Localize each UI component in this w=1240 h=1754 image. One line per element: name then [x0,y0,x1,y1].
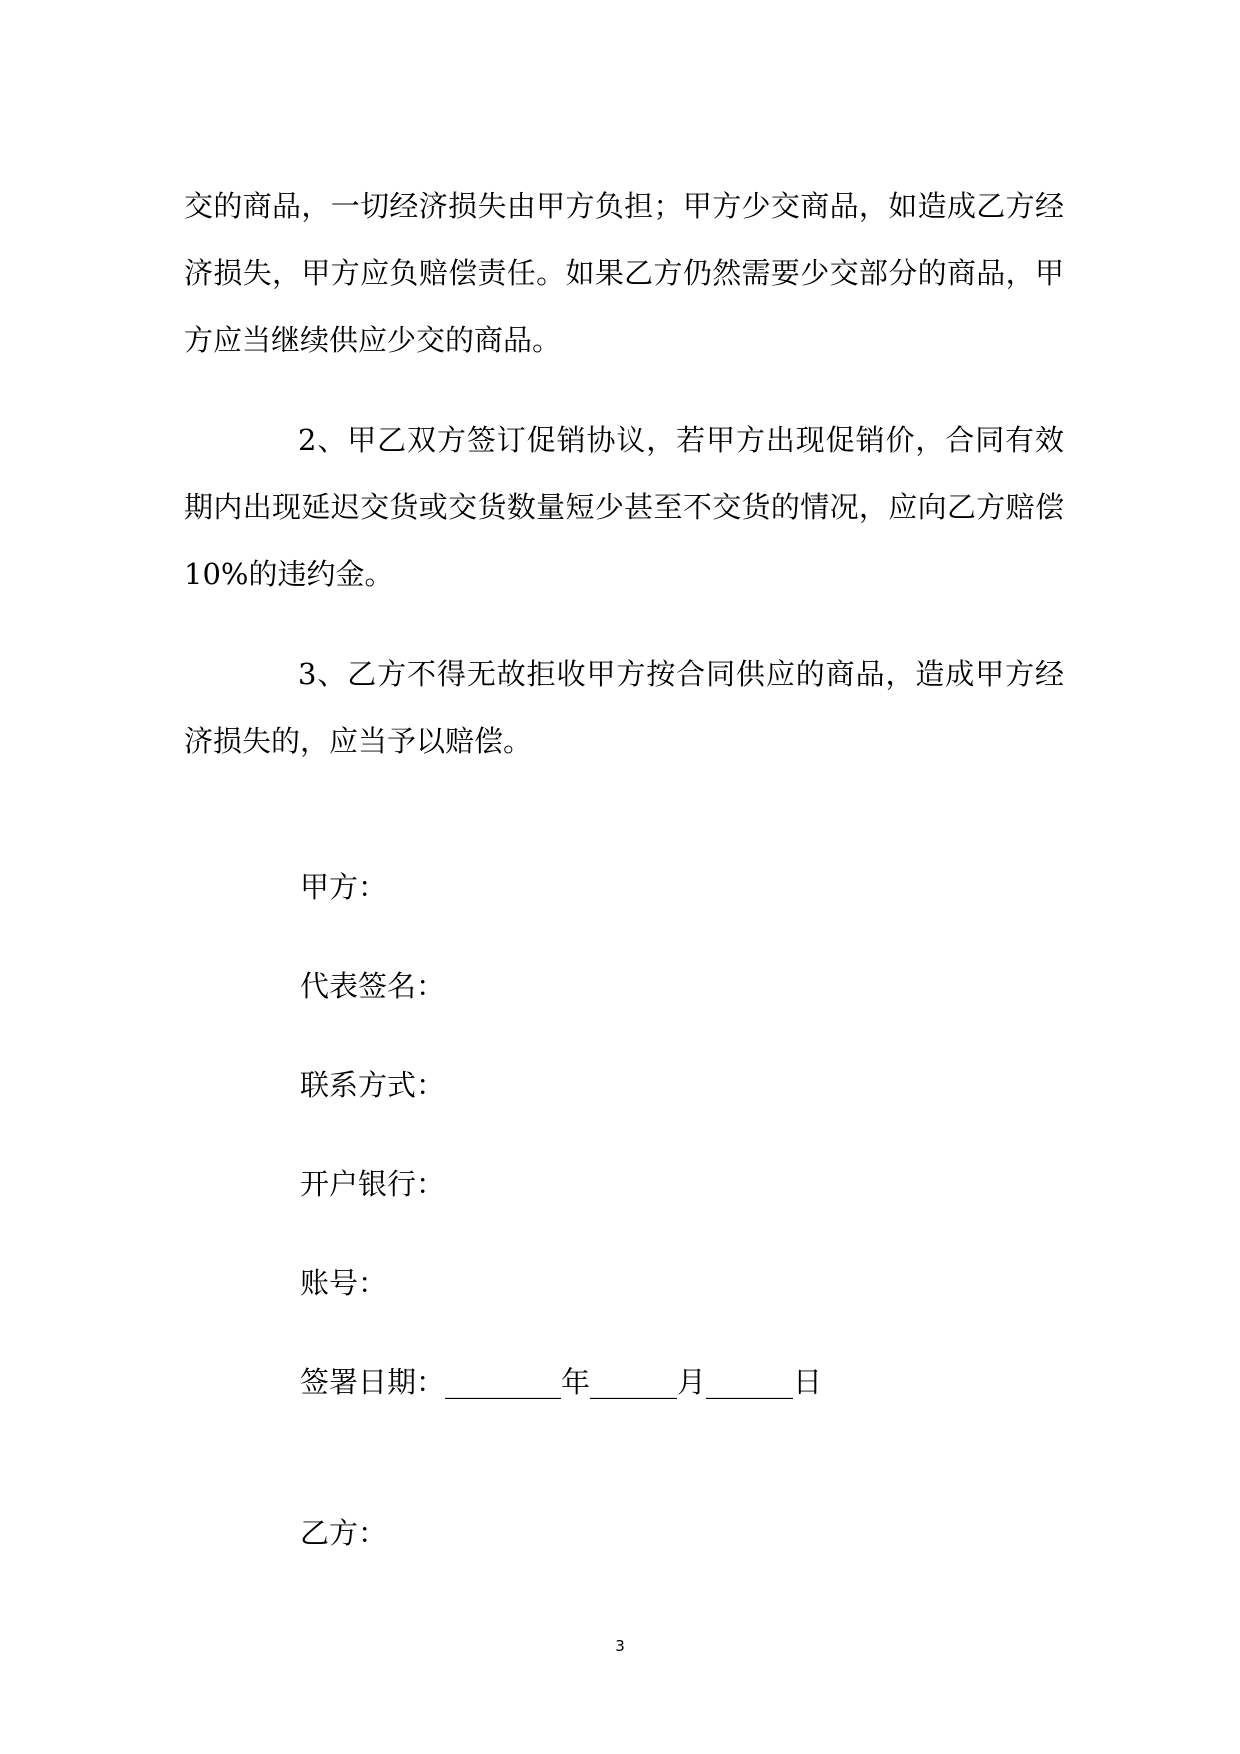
clause-2-paragraph: 2、甲乙双方签订促销协议，若甲方出现促销价，合同有效期内出现延迟交货或交货数量短少甚至不交货的情况，应向乙方赔偿10%的违约金。 [184,423,1064,591]
account-label: 账号： [300,1266,388,1300]
representative-signature-label: 代表签名： [300,969,446,1003]
bank-label: 开户银行： [300,1167,446,1201]
contact-label: 联系方式： [300,1068,446,1102]
party-a-label: 甲方： [300,870,388,904]
document-body [184,173,1064,1550]
clause-3-paragraph: 3、乙方不得无故拒收甲方按合同供应的商品，造成甲方经济损失的，应当予以赔偿。 [184,657,1064,758]
page-number: 3 [615,1637,625,1655]
clause-continuation-paragraph: 交的商品，一切经济损失由甲方负担；甲方少交商品，如造成乙方经济损失，甲方应负赔偿责任。如果乙方仍然需要少交部分的商品，甲方应当继续供应少交的商品。 [184,189,1064,357]
party-b-label: 乙方： [300,1516,388,1550]
signing-date-line: 签署日期：________年______月______日 [300,1365,823,1399]
signature-block [184,870,1064,1550]
